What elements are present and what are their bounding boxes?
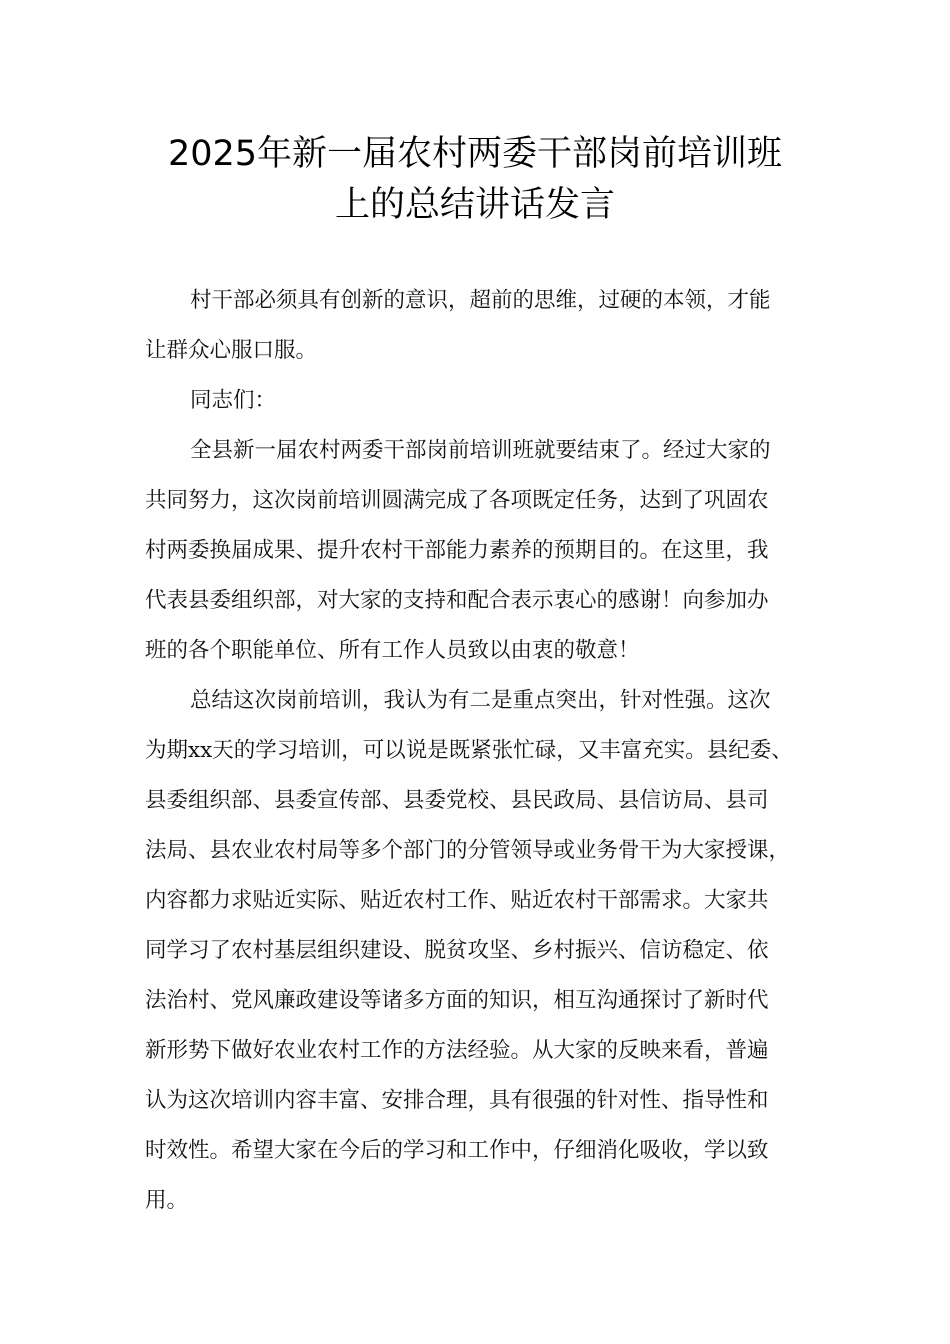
body-line: 时效性。希望大家在今后的学习和工作中，仔细消化吸收，学以致 (145, 1138, 769, 1163)
body-line: 法局、县农业农村局等多个部门的分管领导或业务骨干为大家授课， (145, 838, 791, 863)
body-line: 班的各个职能单位、所有工作人员致以由衷的敬意！ (145, 638, 640, 663)
body-line: 共同努力，这次岗前培训圆满完成了各项既定任务，达到了巩固农 (145, 488, 769, 513)
body-line: 新形势下做好农业农村工作的方法经验。从大家的反映来看，普遍 (145, 1038, 769, 1063)
body-line: 内容都力求贴近实际、贴近农村工作、贴近农村干部需求。大家共 (145, 888, 769, 913)
epigraph-line: 村干部必须具有创新的意识，超前的思维，过硬的本领，才能 (190, 288, 771, 313)
body-line: 全县新一届农村两委干部岗前培训班就要结束了。经过大家的 (190, 438, 771, 463)
body-line: 村两委换届成果、提升农村干部能力素养的预期目的。在这里，我 (145, 538, 769, 563)
epigraph-line: 让群众心服口服。 (145, 338, 318, 363)
body-line: 法治村、党风廉政建设等诸多方面的知识，相互沟通探讨了新时代 (145, 988, 769, 1013)
body-line: 代表县委组织部，对大家的支持和配合表示衷心的感谢！向参加办 (145, 588, 769, 613)
body-line: 总结这次岗前培训，我认为有二是重点突出，针对性强。这次 (190, 688, 771, 713)
document-title-line-1: 2025年新一届农村两委干部岗前培训班 (167, 134, 783, 174)
body-line: 为期xx天的学习培训，可以说是既紧张忙碌，又丰富充实。县纪委、 (145, 738, 793, 763)
body-line: 同学习了农村基层组织建设、脱贫攻坚、乡村振兴、信访稳定、依 (145, 938, 769, 963)
body-line: 用。 (145, 1188, 189, 1213)
salutation: 同志们： (190, 388, 277, 413)
body-line: 县委组织部、县委宣传部、县委党校、县民政局、县信访局、县司 (145, 788, 769, 813)
body-line: 认为这次培训内容丰富、安排合理，具有很强的针对性、指导性和 (145, 1088, 769, 1113)
document-title-line-2: 上的总结讲话发言 (334, 185, 615, 225)
